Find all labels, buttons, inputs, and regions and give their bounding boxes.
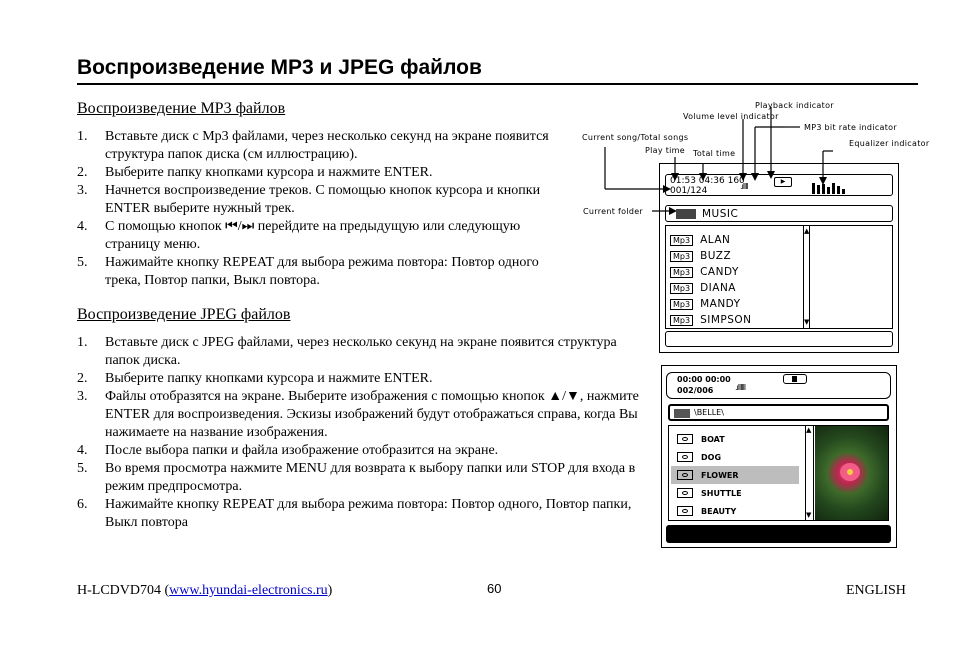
mp3-step [77,218,577,254]
step-text: Вставьте диск с Mp3 файлами, через несколько секунд на экране появится структура папок диска (см иллюстрацию). [105,129,549,162]
jpeg-file-name: BEAUTY [701,506,737,516]
step-text: Нажимайте кнопку REPEAT для выбора режима повтора: Повтор одного, Повтор папки, Выкл повтора [105,497,632,530]
flower-thumbnail-image [815,426,888,520]
mp3-track-list [665,225,893,329]
mp3-step [77,164,577,182]
step-number: 6. [77,497,88,512]
mp3-file-tag: Mp3 [670,267,693,278]
step-text: Нажимайте кнопку REPEAT для выбора режима повтора: Повтор одного трека, Повтор папки, Выкл повтора. [105,255,539,288]
mp3-file-tag: Mp3 [670,283,693,294]
jpeg-file-name: SHUTTLE [701,488,742,498]
step-text: После выбора папки и файла изображение отобразится на экране. [105,443,499,458]
step-number: 2. [77,371,88,386]
jpeg-file-row[interactable] [671,448,799,466]
jpeg-info-bar [666,525,891,543]
mp3-track-row[interactable] [670,248,752,264]
mp3-file-tag: Mp3 [670,315,693,326]
jpeg-status-bar [666,372,891,399]
jpeg-scroll-up-icon[interactable]: ▲ [806,426,812,434]
mp3-file-tag: Mp3 [670,235,693,246]
step-number: 2. [77,165,88,180]
jpeg-section-heading: Воспроизведение JPEG файлов [77,306,291,323]
step-text: Выберите папку кнопками курсора и нажмите ENTER. [105,371,433,386]
step-number: 1. [77,129,88,144]
label-playback: Playback indicator [755,101,834,110]
image-file-icon [677,506,693,516]
mp3-folder-name: MUSIC [702,208,739,220]
jpeg-time-readout: 00:00 00:00 [677,375,731,384]
mp3-steps-list [77,128,577,290]
step-number: 3. [77,389,88,404]
mp3-track-name: MANDY [700,298,741,310]
equalizer-icon [812,181,862,195]
page-title: Воспроизведение MP3 и JPEG файлов [77,56,482,79]
mp3-info-bar [665,331,893,347]
step-number: 5. [77,461,88,476]
step-text: Начнется воспроизведение треков. С помощью кнопок курсора и кнопки ENTER выберите нужный трек. [105,183,541,216]
jpeg-step [77,442,647,460]
step-number: 5. [77,255,88,270]
jpeg-volume-bars: .ıllllll [735,383,746,392]
step-text: Вставьте диск с JPEG файлами, через несколько секунд на экране появится структура папок диска. [105,335,617,368]
image-file-icon [677,434,693,444]
jpeg-step [77,334,647,370]
image-file-icon [677,452,693,462]
step-number: 4. [77,443,88,458]
jpeg-file-row[interactable] [671,466,799,484]
step-text: С помощью кнопок ⏮/⏭ перейдите на предыдущую или следующую страницу меню. [105,219,521,252]
jpeg-step [77,496,647,532]
label-current-folder: Current folder [583,207,644,216]
jpeg-file-counter: 002/006 [677,386,714,395]
mp3-track-row[interactable] [670,280,752,296]
footer-model: H-LCDVD704 (www.hyundai-electronics.ru) [77,583,333,598]
jpeg-scroll-down-icon[interactable]: ▼ [806,511,812,519]
jpeg-file-name: BOAT [701,434,725,444]
mp3-file-tag: Mp3 [670,299,693,310]
label-current-song: Current song/Total songs [582,133,689,142]
jpeg-file-name: DOG [701,452,722,462]
mp3-track-name: CANDY [700,266,739,278]
mp3-track-row[interactable] [670,312,752,328]
mp3-track-name: DIANA [700,282,736,294]
website-link[interactable]: www.hyundai-electronics.ru [169,583,328,598]
mp3-track-name: BUZZ [700,250,732,262]
label-play-time: Play time [645,146,686,155]
mp3-step [77,128,577,164]
step-number: 4. [77,219,88,234]
image-file-icon [677,470,693,480]
mp3-track-row[interactable] [670,296,752,312]
jpeg-folder-icon [674,409,690,418]
mp3-step [77,182,577,218]
mp3-screen [659,163,899,353]
scroll-down-icon[interactable]: ▼ [804,318,810,326]
folder-icon [676,209,696,219]
jpeg-folder-name: \BELLE\ [694,408,724,417]
label-volume: Volume level indicator [683,112,779,121]
mp3-song-counter: 001/124 [670,186,708,196]
scroll-up-icon[interactable]: ▲ [804,227,810,235]
jpeg-step [77,460,647,496]
mp3-folder-bar[interactable] [665,205,893,222]
mp3-track-row[interactable] [670,232,752,248]
step-number: 3. [77,183,88,198]
mp3-step [77,254,577,290]
jpeg-step [77,388,647,442]
jpeg-file-row[interactable] [671,430,799,448]
mp3-time-readout: 01:53 04:36 160 [670,176,745,186]
label-total-time: Total time [693,149,736,158]
step-text: Во время просмотра нажмите MENU для возврата к выбору папки или STOP для входа в режим предпросмотра. [105,461,636,494]
mp3-track-row[interactable] [670,264,752,280]
mp3-screen-diagram [575,95,950,360]
page-number: 60 [487,581,502,596]
footer-language: ENGLISH [846,583,906,598]
mp3-section-heading: Воспроизведение MP3 файлов [77,100,286,117]
mp3-track-name: ALAN [700,234,731,246]
jpeg-file-row[interactable] [671,502,799,520]
jpeg-screen [661,365,897,548]
jpeg-file-panel [668,425,889,521]
jpeg-playback-icon [783,374,807,384]
jpeg-steps-list [77,334,647,532]
step-text: Файлы отобразятся на экране. Выберите изображения с помощью кнопок ▲/▼, нажмите ENTER для воспроизведения. Эскизы изображений будут отображаться справа, когда Вы нажимаете на название изображения. [105,389,639,440]
mp3-file-tag: Mp3 [670,251,693,262]
title-rule [77,83,918,85]
jpeg-step [77,370,647,388]
step-text: Выберите папку кнопками курсора и нажмите ENTER. [105,165,433,180]
play-icon: ▶ [774,177,792,187]
volume-bars: .ıllll [740,182,748,191]
step-number: 1. [77,335,88,350]
jpeg-file-name: FLOWER [701,470,739,480]
label-equalizer: Equalizer indicator [849,139,930,148]
mp3-track-name: SIMPSON [700,314,752,326]
jpeg-folder-bar[interactable] [668,404,889,421]
mp3-status-bar [665,174,893,196]
jpeg-file-row[interactable] [671,484,799,502]
label-bitrate: MP3 bit rate indicator [804,123,897,132]
image-file-icon [677,488,693,498]
